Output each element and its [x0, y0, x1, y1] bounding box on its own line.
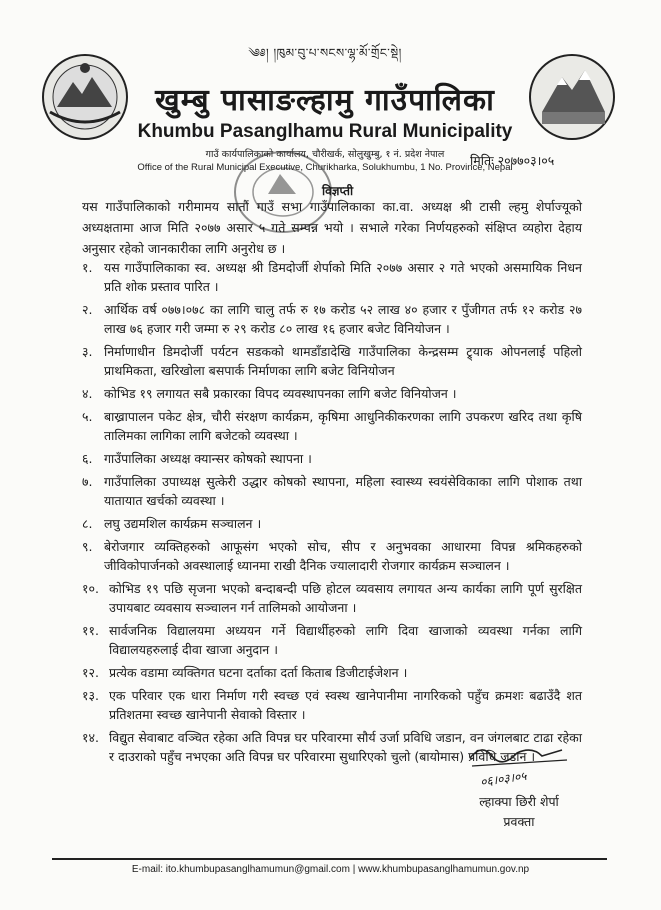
signature-date: ०६।०३।०५ — [479, 768, 528, 790]
list-item — [82, 300, 582, 338]
item-text: सार्वजनिक विद्यालयमा अध्ययन गर्ने विद्यार्थीहरुको लागि दिवा खाजाको व्यवस्था गर्नका लागि विद्यालयहरुलाई दीवा खाजा अनुदान । — [109, 623, 582, 657]
item-number: १. — [82, 260, 93, 275]
item-number: ५. — [82, 409, 93, 424]
footer-contact: E-mail: ito.khumbupasanglhamumun@gmail.com | www.khumbupasanglhamumun.gov.np — [131, 864, 530, 875]
footer-divider — [52, 858, 607, 860]
item-number: ८. — [82, 516, 93, 531]
list-item — [82, 621, 582, 659]
office-address-nepali: गाउँ कार्यपालिकाको कार्यालय, चौरीखर्क, सोलुखुम्बु, १ नं. प्रदेश नेपाल — [205, 149, 445, 160]
office-address-english: Office of the Rural Municipal Executive, Churikharka, Solukhumbu, 1 No. Province, Nepal — [137, 162, 513, 173]
municipality-logo-icon — [527, 52, 617, 142]
item-text: एक परिवार एक धारा निर्माण गरी स्वच्छ एवं स्वस्थ खानेपानीमा नागरिकको पहुँच क्रमशः बढाउँदै शत प्रतिशतमा स्वच्छ खानेपानी सेवाको विस्तार । — [109, 688, 582, 722]
item-text: बेरोजगार व्यक्तिहरुको आफूसंग भएको सोच, सीप र अनुभवका आधारमा विपन्न श्रमिकहरुको जीविकोपार्जनको अवस्थालाई ध्यानमा राखी दैनिक ज्यालादारी रोजगार कार्यक्रम सञ्चालन । — [104, 539, 582, 573]
item-text: प्रत्येक वडामा व्यक्तिगत घटना दर्ताका दर्ता किताब डिजीटाईजेशन । — [109, 665, 408, 680]
item-text: निर्माणाधीन डिमदोर्जी पर्यटन सडकको थामडाँडादेखि गाउँपालिका केन्द्रसम्म ट्र्याक ओपनलाई पहिलो प्राथमिकता, खरिखोला बसपार्क निर्माणका लागि बजेट विनियोजन — [104, 344, 582, 378]
letter-date: मितिः २०७७०३।०५ — [470, 153, 555, 168]
tibetan-line: ༄༅། །ཁུམ་བུ་པ་སངས་ལྷ་མོ་གྲོང་སྡེ། — [248, 46, 402, 60]
signatory-name: ल्हाक्पा छिरी शेर्पा — [479, 794, 559, 809]
list-item — [82, 579, 582, 617]
list-item — [82, 342, 582, 380]
item-number: १४. — [82, 730, 99, 745]
list-item — [82, 384, 582, 403]
item-text: गाउँपालिका उपाध्यक्ष सुत्केरी उद्धार कोषको स्थापना, महिला स्वास्थ्य स्वयंसेविकाका लागि पोशाक तथा यातायात खर्चको व्यवस्था । — [104, 474, 582, 508]
notice-title: विज्ञप्ती — [322, 184, 354, 198]
item-text: विद्युत सेवाबाट वञ्चित रहेका अति विपन्न घर परिवारमा सौर्य उर्जा प्रविधि जडान, वन जंगलबाट टाढा रहेका र दाउराको पहुँच नभएका अति विपन्न घर परिवारमा सुधारिएको चुलो (बायोमास) प्रविधि जडान । — [109, 730, 582, 764]
item-number: १३. — [82, 688, 99, 703]
item-number: ७. — [82, 474, 93, 489]
item-text: आर्थिक वर्ष ०७७।०७८ का लागि चालु तर्फ रु १७ करोड ५२ लाख ४० हजार र पुँजीगत तर्फ १२ करोड २७ लाख ७६ हजार गरी जम्मा रु २९ करोड ८० लाख १६ हजार बजेट विनियोजन । — [104, 302, 582, 336]
item-text: लघु उद्यमशिल कार्यक्रम सञ्चालन । — [104, 516, 262, 531]
item-number: ९. — [82, 539, 93, 554]
item-number: १२. — [82, 665, 99, 680]
item-text: कोभिड १९ लगायत सबै प्रकारका विपद व्यवस्थापनका लागि बजेट विनियोजन । — [104, 386, 457, 401]
list-item — [82, 449, 582, 468]
item-number: ११. — [82, 623, 99, 638]
list-item — [82, 663, 582, 682]
list-item — [82, 686, 582, 724]
signatory-block — [474, 792, 564, 832]
municipality-name-english: Khumbu Pasanglhamu Rural Municipality — [137, 121, 513, 142]
item-text: यस गाउँपालिकाका स्व. अध्यक्ष श्री डिमदोर्जी शेर्पाको मिति २०७७ असार २ गते भएको असमायिक निधन प्रति शोक प्रस्ताव पारित । — [104, 260, 582, 294]
signatory-role: प्रवक्ता — [503, 814, 535, 829]
item-number: १०. — [82, 581, 99, 596]
list-item — [82, 407, 582, 445]
item-number: २. — [82, 302, 93, 317]
item-number: ४. — [82, 386, 93, 401]
item-number: ६. — [82, 451, 93, 466]
list-item — [82, 537, 582, 575]
item-text: बाख्रापालन पकेट क्षेत्र, चौरी संरक्षण कार्यक्रम, कृषिमा आधुनिकीकरणका लागि उपकरण खरिद तथा कृषि तालिमका लागिका लागि बजेटको व्यवस्था । — [104, 409, 582, 443]
intro-paragraph: यस गाउँपालिकाको गरीमामय सातौं गाउँ सभा गाउँपालिकाका का.वा. अध्यक्ष श्री टासी ल्हमु शेर्पाज्यूको अध्यक्षतामा आज मिति २०७७ असार ५ गते सम्पन्न भयो । सभाले गरेका निर्णयहरुको संक्षिप्त व्यहोरा देहाय अनुसार रहेको जानकारीका लागि अनुरोध छ । — [82, 199, 582, 256]
list-item — [82, 258, 582, 296]
decision-list — [82, 258, 582, 770]
item-text: गाउँपालिका अध्यक्ष क्यान्सर कोषको स्थापना । — [104, 451, 312, 466]
list-item — [82, 472, 582, 510]
municipality-name-nepali: खुम्बु पासाङल्हामु गाउँपालिका — [155, 83, 495, 118]
item-number: ३. — [82, 344, 93, 359]
nepal-emblem-icon — [40, 52, 130, 142]
list-item — [82, 514, 582, 533]
item-text: कोभिड १९ पछि सृजना भएको बन्दाबन्दी पछि होटल व्यवसाय लगायत अन्य कार्यका लागि पूर्ण सुरक्षित उपायबाट व्यवसाय सञ्चालन गर्न तालिमको आयोजना । — [109, 581, 582, 615]
